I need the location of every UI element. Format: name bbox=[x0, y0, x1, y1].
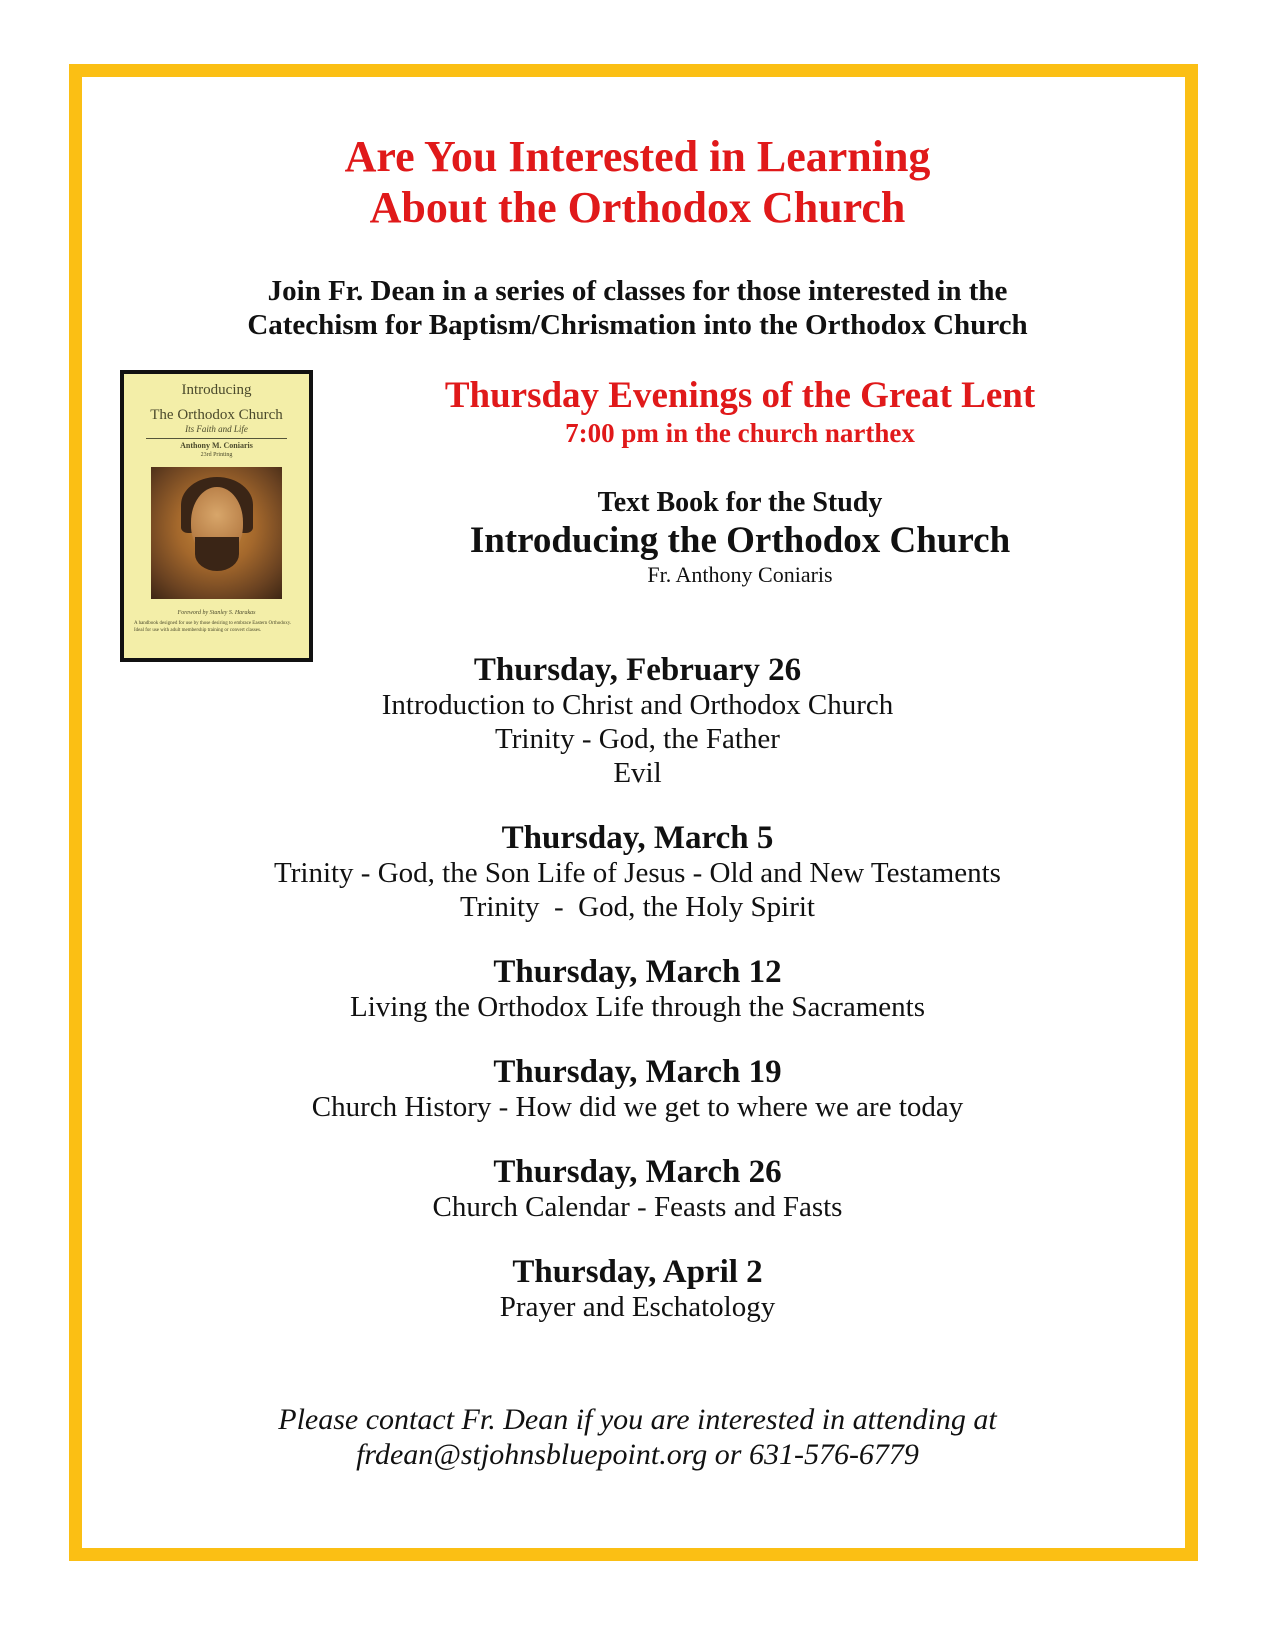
session-date: Thursday, March 12 bbox=[493, 954, 782, 990]
session-item bbox=[0, 1154, 1275, 1224]
book-cover-title-2: The Orthodox Church bbox=[150, 407, 283, 423]
title-line-2: About the Orthodox Church bbox=[369, 183, 906, 232]
textbook-title: Introducing the Orthodox Church bbox=[469, 520, 1011, 561]
book-cover-foreword: Foreword by Stanley S. Harakas bbox=[177, 610, 256, 616]
session-date: Thursday, April 2 bbox=[512, 1254, 763, 1290]
session-topic: Introduction to Christ and Orthodox Church bbox=[381, 689, 894, 721]
session-item bbox=[0, 652, 1275, 790]
book-cover-printing: 23rd Printing bbox=[200, 452, 233, 458]
textbook-author: Fr. Anthony Coniaris bbox=[647, 562, 833, 587]
schedule-heading: Thursday Evenings of the Great Lent bbox=[444, 375, 1036, 416]
contact-line-2: frdean@stjohnsbluepoint.org or 631-576-6779 bbox=[356, 1438, 919, 1471]
flyer-title bbox=[0, 131, 1275, 233]
session-item bbox=[0, 954, 1275, 1024]
intro-line-2: Catechism for Baptism/Chrismation into the Orthodox Church bbox=[247, 309, 1028, 341]
session-date: Thursday, March 19 bbox=[493, 1054, 782, 1090]
book-cover-subtitle: Its Faith and Life bbox=[185, 424, 248, 434]
book-cover-author: Anthony M. Coniaris bbox=[180, 441, 253, 450]
session-topic: Evil bbox=[613, 757, 662, 789]
session-topic: Trinity - God, the Father bbox=[495, 723, 780, 755]
session-topic: Prayer and Eschatology bbox=[499, 1291, 776, 1323]
session-date: Thursday, March 26 bbox=[493, 1154, 782, 1190]
session-topic: Trinity - God, the Son Life of Jesus - Old and New Testaments bbox=[274, 857, 1001, 889]
textbook-label: Text Book for the Study bbox=[597, 487, 883, 518]
textbook-info bbox=[400, 486, 1080, 588]
intro-text bbox=[0, 274, 1275, 342]
session-topic: Church History - How did we get to where we are today bbox=[311, 1091, 964, 1123]
christ-icon-mosaic bbox=[151, 467, 282, 599]
session-topic: Church Calendar - Feasts and Fasts bbox=[432, 1191, 843, 1223]
session-item bbox=[0, 1054, 1275, 1124]
book-cover-blurb: A handbook designed for use by those desiring to embrace Eastern Orthodoxy. Ideal for use with adult membership training or convert classes. bbox=[134, 621, 292, 633]
session-item bbox=[0, 1254, 1275, 1324]
session-date: Thursday, February 26 bbox=[473, 652, 802, 688]
session-topic: Trinity - God, the Holy Spirit bbox=[459, 891, 815, 923]
contact-line-1: Please contact Fr. Dean if you are interested in attending at bbox=[278, 1403, 997, 1436]
book-cover-rule bbox=[146, 438, 287, 439]
session-date: Thursday, March 5 bbox=[501, 820, 774, 856]
session-item bbox=[0, 820, 1275, 924]
title-line-1: Are You Interested in Learning bbox=[344, 132, 931, 181]
session-topic: Living the Orthodox Life through the Sacraments bbox=[349, 991, 926, 1023]
book-cover-image bbox=[120, 370, 313, 662]
session-list bbox=[0, 652, 1275, 1354]
contact-info bbox=[0, 1402, 1275, 1472]
schedule-time-place: 7:00 pm in the church narthex bbox=[565, 418, 915, 448]
intro-line-1: Join Fr. Dean in a series of classes for those interested in the bbox=[267, 275, 1008, 307]
book-cover-title-1: Introducing bbox=[181, 382, 252, 398]
schedule-info bbox=[405, 374, 1075, 448]
